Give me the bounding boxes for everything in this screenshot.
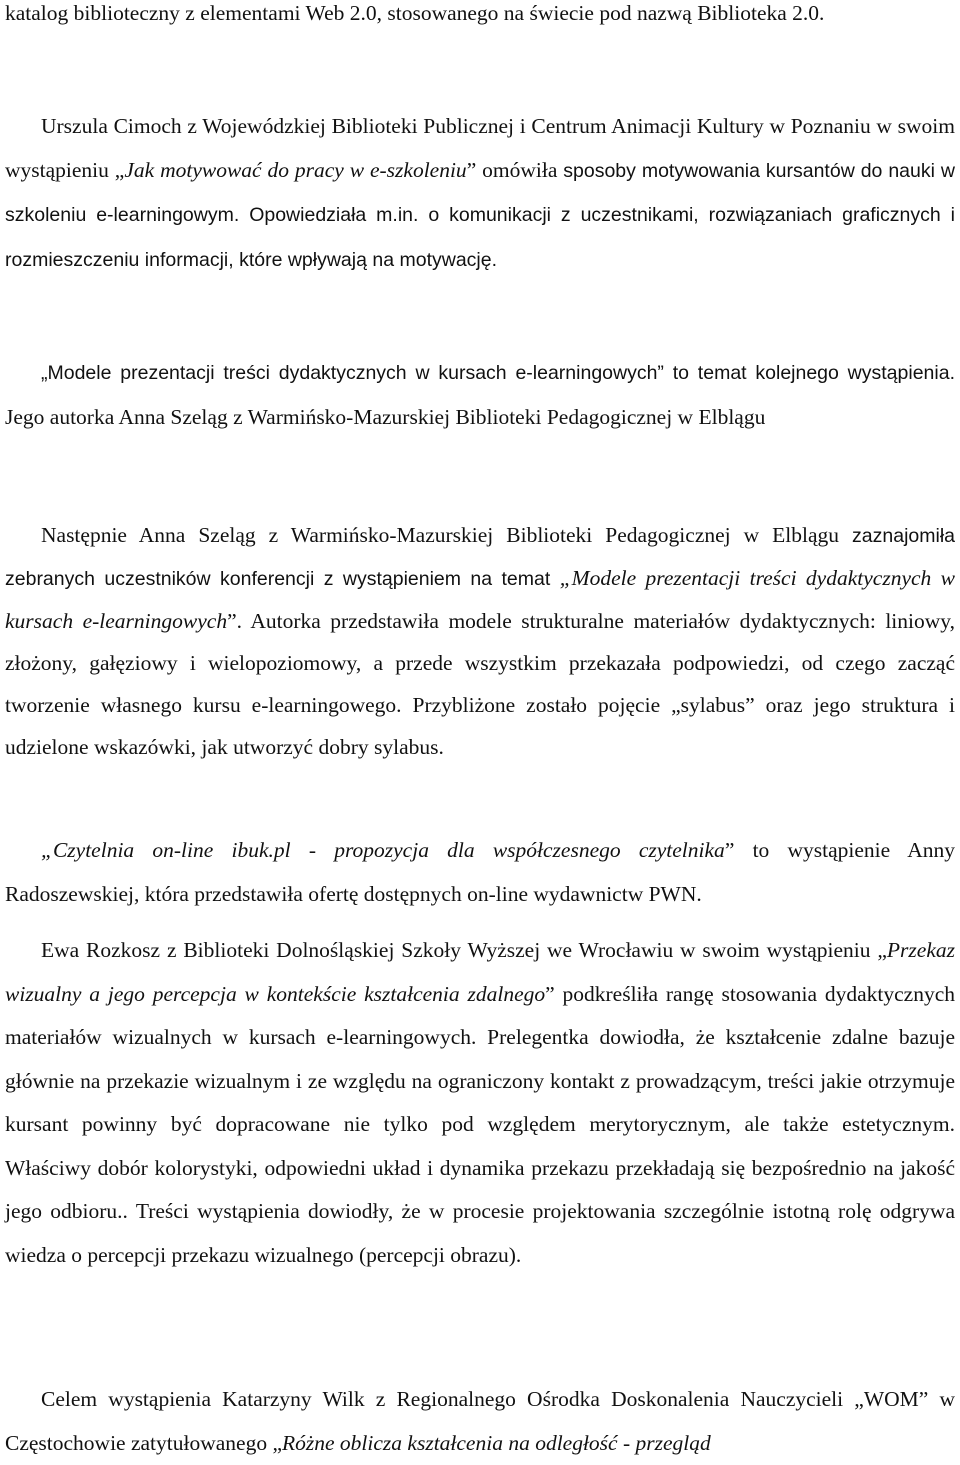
paragraph-text: Urszula Cimoch z Wojewódzkiej Biblioteki Publicznej i Centrum Animacji Kultury w Poznaniu w swoim wystąpieniu „ <box>5 114 955 182</box>
paragraph-text: ”. Autorka przedstawiła modele strukturalne materiałów dydaktycznych: liniowy, złożony, gałęziowy i wielopoziomowy, a przede wszystkim przekazała podpowiedzi, od czego zacząć tworzenie własnego kursu e-learningowego. Przybliżone zostało pojęcie „sylabus” oraz jego struktura i udzielone wskazówki, jak utworzyć dobry sylabus. <box>5 609 955 759</box>
paragraph-text-sans: sposoby motywowania kursantów do nauki w szkoleniu e-learningowym. Opowiedziała m.in. o komunikacji z uczestnikami, rozwiązaniach graficznych i rozmieszczeniu informacji, które wpływają na motywację. <box>5 159 955 271</box>
paragraph-text: Celem wystąpienia Katarzyny Wilk z Regionalnego Ośrodka Doskonalenia Nauczycieli „WOM” w Częstochowie zatytułowanego „ <box>5 1387 955 1455</box>
paragraph-wilk <box>5 1378 955 1465</box>
talk-title: „Czytelnia on-line ibuk.pl - propozycja dla współczesnego czytelnika <box>41 838 725 862</box>
talk-title: Jak motywować do pracy w e-szkoleniu <box>124 157 467 182</box>
paragraph-radoszewska <box>5 829 955 916</box>
paragraph-text: Następnie Anna Szeląg z Warmińsko-Mazurskiej Biblioteki Pedagogicznej w Elblągu <box>41 523 853 547</box>
paragraph-text: Ewa Rozkosz z Biblioteki Dolnośląskiej Szkoły Wyższej we Wrocławiu w swoim wystąpieniu „ <box>41 938 887 962</box>
paragraph-rozkosz <box>5 929 955 1277</box>
paragraph-text-sans: zaznajomiła zebranych uczestników konferencji z wystąpieniem na temat <box>5 525 955 590</box>
talk-title: „Modele prezentacji treści dydaktycznych w kursach e-learningowych <box>5 566 955 633</box>
paragraph-text: Jego autorka Anna Szeląg z Warmińsko-Mazurskiej Biblioteki Pedagogicznej w Elblągu <box>5 404 766 429</box>
talk-title: Różne oblicza kształcenia na odległość - przegląd <box>282 1430 711 1455</box>
paragraph-cimoch <box>5 105 955 282</box>
talk-title: Przekaz wizualny a jego percepcja w kontekście kształcenia zdalnego <box>5 938 955 1006</box>
paragraph-szelag <box>5 514 955 768</box>
paragraph-szelag-intro <box>5 351 955 439</box>
paragraph-text: ” omówiła <box>466 157 564 182</box>
paragraph-text-sans: „Modele prezentacji treści dydaktycznych w kursach e-learningowych” to temat kolejnego wystąpienia. <box>41 362 955 384</box>
paragraph-text: ” to wystąpienie Anny Radoszewskiej, która przedstawiła ofertę dostępnych on-line wydawnictw PWN. <box>5 838 955 906</box>
paragraph-biblioteka <box>5 0 955 36</box>
paragraph-text: katalog biblioteczny z elementami Web 2.0, stosowanego na świecie pod nazwą Biblioteka 2.0. <box>5 1 825 25</box>
paragraph-text: ” podkreśliła rangę stosowania dydaktycznych materiałów wizualnych w kursach e-learningowych. Prelegentka dowiodła, że kształcenie zdalne bazuje głównie na przekazie wizualnym i ze względu na ograniczony kontakt z prowadzącym, treści jakie otrzymuje kursant powinny być dopracowane nie tylko pod względem merytorycznym, ale także estetycznym. Właściwy dobór kolorystyki, odpowiedni układ i dynamika przekazu przekładają się bezpośrednio na jakość jego odbioru.. Treści wystąpienia dowiodły, że w procesie projektowania szczególnie istotną rolę odgrywa wiedza o percepcji przekazu wizualnego (percepcji obrazu). <box>5 981 955 1267</box>
